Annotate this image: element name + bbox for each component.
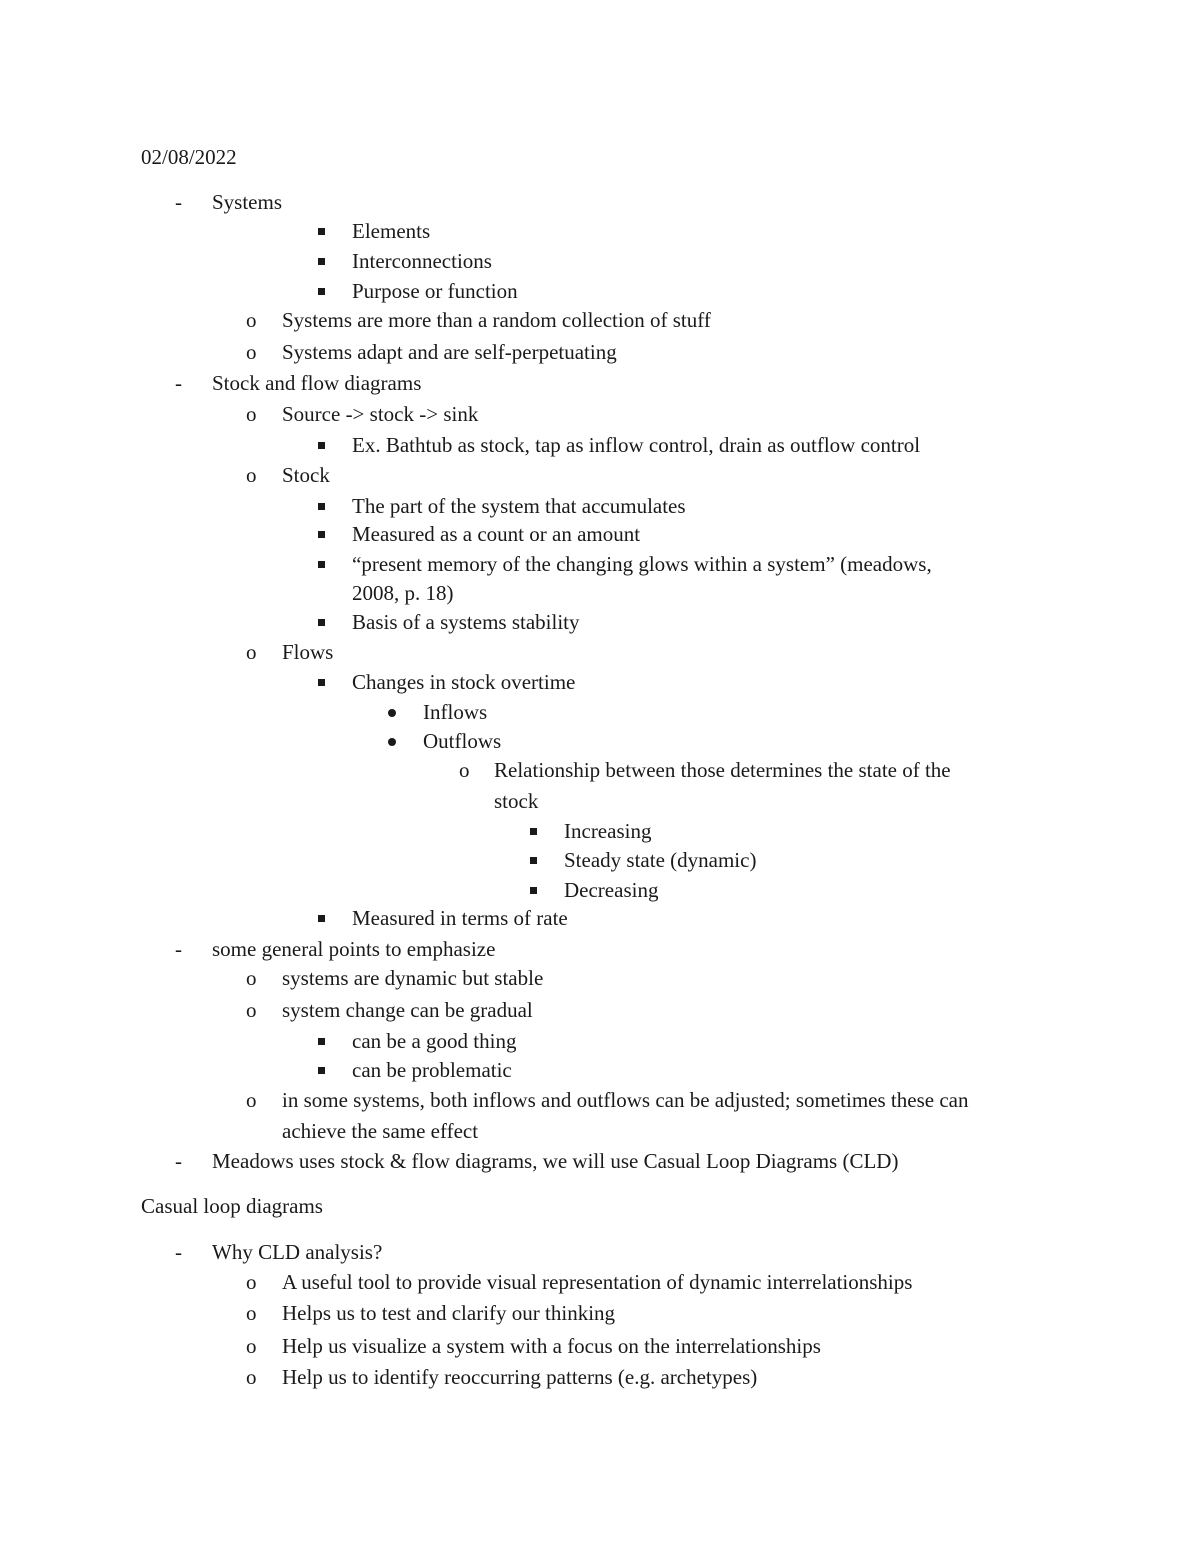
note-item — [0, 1057, 1200, 1083]
circle-bullet-icon: o — [246, 402, 257, 426]
note-item — [0, 493, 1200, 519]
note-item — [0, 757, 1200, 783]
note-item — [0, 788, 1200, 814]
note-item — [0, 965, 1200, 991]
note-item — [0, 1087, 1200, 1113]
note-item — [0, 307, 1200, 333]
date-text: 02/08/2022 — [141, 145, 237, 169]
circle-bullet-icon: o — [246, 340, 257, 364]
section-heading-text: Casual loop diagrams — [141, 1194, 323, 1218]
circle-bullet-icon: o — [246, 998, 257, 1022]
circle-bullet-icon: o — [246, 308, 257, 332]
note-item-text: Decreasing — [564, 878, 659, 902]
note-item-text: systems are dynamic but stable — [282, 966, 544, 990]
note-item-text: Increasing — [564, 819, 652, 843]
note-item — [0, 218, 1200, 244]
note-item — [0, 699, 1200, 725]
cld-note-item-text: A useful tool to provide visual representation of dynamic interrelationships — [282, 1270, 913, 1294]
note-item — [0, 401, 1200, 427]
note-item-text: Stock and flow diagrams — [212, 371, 422, 395]
cld-note-item-text: Help us visualize a system with a focus on the interrelationships — [282, 1334, 821, 1358]
note-item — [0, 905, 1200, 931]
cld-note-item — [0, 1269, 1200, 1295]
note-item-text: “present memory of the changing glows within a system” (meadows, — [352, 552, 932, 576]
cld-note-item — [0, 1333, 1200, 1359]
dash-bullet-icon: - — [175, 1149, 182, 1173]
note-item — [0, 728, 1200, 754]
note-item-text: Steady state (dynamic) — [564, 848, 757, 872]
note-item — [0, 370, 1200, 396]
note-item — [0, 997, 1200, 1023]
note-item — [0, 580, 1200, 606]
note-item — [0, 669, 1200, 695]
note-item-text: some general points to emphasize — [212, 937, 496, 961]
circle-bullet-icon: o — [246, 966, 257, 990]
note-item-text: can be a good thing — [352, 1029, 517, 1053]
circle-bullet-icon: o — [246, 1088, 257, 1112]
note-item-text: Flows — [282, 640, 334, 664]
cld-note-item-text: Helps us to test and clarify our thinking — [282, 1301, 616, 1325]
dash-bullet-icon: - — [175, 190, 182, 214]
cld-note-item — [0, 1364, 1200, 1390]
note-item — [0, 278, 1200, 304]
note-item — [0, 551, 1200, 577]
note-item-text: Elements — [352, 219, 431, 243]
cld-note-item-text: Why CLD analysis? — [212, 1240, 383, 1264]
note-item-text: The part of the system that accumulates — [352, 494, 686, 518]
note-item-text: Source -> stock -> sink — [282, 402, 479, 426]
note-item-text: Systems — [212, 190, 283, 214]
circle-bullet-icon: o — [246, 1301, 257, 1325]
dash-bullet-icon: - — [175, 371, 182, 395]
circle-bullet-icon: o — [459, 758, 470, 782]
note-item-text: Systems adapt and are self-perpetuating — [282, 340, 617, 364]
note-item — [0, 189, 1200, 215]
circle-bullet-icon: o — [246, 1365, 257, 1389]
note-item-text: in some systems, both inflows and outflows can be adjusted; sometimes these can — [282, 1088, 969, 1112]
note-item-text: Meadows uses stock & flow diagrams, we will use Casual Loop Diagrams (CLD) — [212, 1149, 899, 1173]
date-heading — [141, 144, 237, 170]
note-item — [0, 462, 1200, 488]
section-heading — [141, 1193, 323, 1219]
dash-bullet-icon: - — [175, 1240, 182, 1264]
circle-bullet-icon: o — [246, 1270, 257, 1294]
note-item — [0, 877, 1200, 903]
note-item — [0, 639, 1200, 665]
note-item-text: Outflows — [423, 729, 502, 753]
note-item — [0, 339, 1200, 365]
note-item — [0, 1148, 1200, 1174]
circle-bullet-icon: o — [246, 640, 257, 664]
note-item-text: Inflows — [423, 700, 488, 724]
cld-note-item-text: Help us to identify reoccurring patterns (e.g. archetypes) — [282, 1365, 758, 1389]
note-item-text: Interconnections — [352, 249, 492, 273]
note-item — [0, 609, 1200, 635]
note-item-text: Basis of a systems stability — [352, 610, 580, 634]
dash-bullet-icon: - — [175, 937, 182, 961]
note-item-text: stock — [494, 789, 539, 813]
note-item — [0, 847, 1200, 873]
note-item-text: can be problematic — [352, 1058, 512, 1082]
note-item — [0, 432, 1200, 458]
note-item-text: Ex. Bathtub as stock, tap as inflow control, drain as outflow control — [352, 433, 921, 457]
note-item — [0, 936, 1200, 962]
note-item — [0, 248, 1200, 274]
note-item — [0, 521, 1200, 547]
note-item-text: Purpose or function — [352, 279, 518, 303]
note-item-text: system change can be gradual — [282, 998, 533, 1022]
cld-note-item — [0, 1300, 1200, 1326]
circle-bullet-icon: o — [246, 1334, 257, 1358]
note-item-text: Stock — [282, 463, 330, 487]
note-item-text: Relationship between those determines the state of the — [494, 758, 951, 782]
note-item-text: Measured in terms of rate — [352, 906, 568, 930]
cld-note-item — [0, 1239, 1200, 1265]
note-item-text: achieve the same effect — [282, 1119, 479, 1143]
note-item-text: Systems are more than a random collection of stuff — [282, 308, 711, 332]
note-item-text: Measured as a count or an amount — [352, 522, 641, 546]
note-item — [0, 1118, 1200, 1144]
note-item — [0, 818, 1200, 844]
note-item — [0, 1028, 1200, 1054]
note-item-text: Changes in stock overtime — [352, 670, 576, 694]
note-item-text: 2008, p. 18) — [352, 581, 454, 605]
circle-bullet-icon: o — [246, 463, 257, 487]
